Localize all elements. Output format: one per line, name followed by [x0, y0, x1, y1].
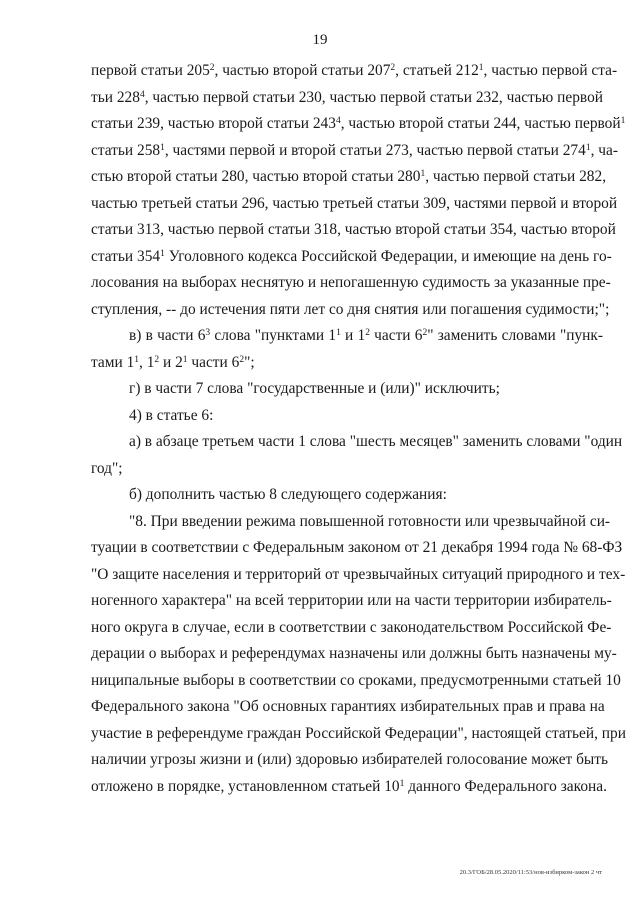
- text-fragment: наличии угрозы жизни и (или) здоровью избирателей голосование может быть: [91, 751, 609, 768]
- text-line: [91, 747, 609, 774]
- superscript-index: 1: [585, 142, 591, 153]
- superscript-index: 1: [336, 328, 341, 338]
- text-line: [91, 244, 612, 271]
- text-fragment: , частью второй статьи 244, частью первой: [340, 115, 621, 132]
- text-line: [91, 350, 603, 377]
- text-line: [91, 376, 603, 403]
- text-fragment: , частью первой ста-: [483, 62, 618, 79]
- text-fragment: Уголовного кодекса Российской Федерации, и имеющие на день го-: [164, 247, 612, 265]
- superscript-index: 2: [365, 328, 370, 338]
- superscript-index: 1: [160, 142, 165, 153]
- superscript-index: 2: [239, 354, 245, 365]
- superscript-index: 4: [139, 89, 145, 100]
- text-line: [91, 217, 616, 244]
- text-line: [91, 668, 621, 695]
- text-fragment: год";: [91, 459, 123, 477]
- text-line: [91, 562, 626, 589]
- text-line: [91, 164, 607, 191]
- document-body: [91, 58, 626, 800]
- text-fragment: , 1: [139, 353, 155, 371]
- text-fragment: и 1: [340, 327, 366, 344]
- text-fragment: частью третьей статьи 296, частью третьей статьи 309, частями первой и второй: [91, 194, 618, 212]
- superscript-index: 2: [422, 328, 428, 338]
- superscript-index: 2: [209, 63, 215, 73]
- text-fragment: " заменить словами "пунк-: [427, 327, 603, 344]
- text-fragment: , статьей 212: [395, 62, 479, 79]
- text-fragment: тами 1: [91, 353, 135, 371]
- text-line: [91, 482, 603, 509]
- text-fragment: в) в части 6: [129, 327, 206, 344]
- text-fragment: "О защите населения и территорий от чрезвычайных ситуаций природного и тех-: [91, 565, 626, 583]
- text-line: [91, 774, 607, 801]
- text-fragment: статьи 258: [91, 141, 161, 159]
- text-fragment: лосования на выборах неснятую и непогашенную судимость за указанные пре-: [91, 274, 611, 291]
- text-fragment: слова "пунктами 1: [210, 327, 337, 344]
- superscript-index: 2: [154, 354, 160, 365]
- page-number: 19: [312, 32, 328, 48]
- superscript-index: 1: [478, 63, 484, 73]
- text-fragment: Федерального закона "Об основных гарантиях избирательных прав и права на: [91, 698, 605, 715]
- text-fragment: , частью первой статьи 230, частью первой статьи 232, частью первой: [144, 88, 604, 106]
- text-fragment: , частью второй статьи 207: [214, 62, 391, 79]
- text-line: [91, 535, 623, 562]
- superscript-index: 1: [420, 169, 426, 179]
- superscript-index: 1: [399, 778, 405, 789]
- text-line: [91, 509, 611, 536]
- text-fragment: б) дополнить частью 8 следующего содержания:: [129, 486, 447, 503]
- text-fragment: первой статьи 205: [91, 62, 210, 79]
- text-line: [91, 297, 610, 324]
- text-line: [91, 58, 618, 85]
- superscript-index: 2: [390, 63, 396, 73]
- text-line: [91, 588, 612, 615]
- text-line: [91, 615, 612, 642]
- text-fragment: дерации о выборах и референдумах назначены или должны быть назначены му-: [91, 645, 617, 662]
- text-fragment: участие в референдуме граждан Российской Федерации", настоящей статьей, при: [91, 724, 626, 742]
- text-fragment: отложено в порядке, установленном статьей 10: [91, 777, 400, 795]
- text-fragment: части 6: [187, 353, 240, 371]
- text-fragment: а) в абзаце третьем части 1 слова "шесть месяцев" заменить словами "один: [129, 433, 623, 450]
- text-fragment: , частью первой статьи 282,: [425, 168, 607, 185]
- superscript-index: 3: [205, 328, 211, 338]
- text-fragment: стью второй статьи 280, частью второй статьи 280: [91, 168, 421, 185]
- document-footer: 20.3/ГОБ/28.05.2020/11:53/нов-избирком-закон 2 чт: [459, 869, 602, 876]
- text-fragment: ного округа в случае, если в соответствии с законодательством Российской Фе-: [91, 618, 612, 636]
- text-fragment: ";: [244, 353, 255, 371]
- superscript-index: 1: [160, 248, 165, 259]
- text-line: [91, 641, 617, 668]
- text-fragment: статьи 313, частью первой статьи 318, частью второй статьи 354, частью второй: [91, 221, 616, 238]
- text-line: [91, 111, 626, 138]
- superscript-index: 1: [134, 354, 140, 365]
- text-fragment: ниципальные выборы в соответствии со сроками, предусмотренными статьей 10: [91, 671, 621, 689]
- text-line: [91, 270, 611, 297]
- text-fragment: , частями первой и второй статьи 273, частью первой статьи 274: [164, 141, 586, 159]
- text-fragment: части 6: [369, 327, 423, 344]
- text-fragment: тьи 228: [91, 88, 140, 106]
- text-line: [91, 323, 603, 350]
- superscript-index: 1: [182, 354, 188, 365]
- text-line: [91, 191, 618, 218]
- text-fragment: г) в части 7 слова "государственные и (или)" исключить;: [129, 380, 500, 397]
- text-line: [91, 138, 618, 165]
- text-line: [91, 456, 603, 483]
- text-line: [91, 85, 603, 112]
- superscript-index: 1: [620, 116, 626, 126]
- text-line: [91, 694, 603, 721]
- text-fragment: и 2: [159, 353, 183, 371]
- superscript-index: 4: [335, 116, 341, 126]
- text-fragment: "8. При введении режима повышенной готовности или чрезвычайной си-: [129, 512, 611, 530]
- text-fragment: ногенного характера" на всей территории или на части территории избиратель-: [91, 592, 612, 609]
- text-fragment: туации в соответствии с Федеральным законом от 21 декабря 1994 года № 68-ФЗ: [91, 539, 623, 556]
- text-fragment: 4) в статье 6:: [129, 406, 214, 424]
- text-line: [91, 721, 626, 748]
- text-line: [91, 429, 623, 456]
- text-line: [91, 403, 603, 430]
- text-fragment: данного Федерального закона.: [404, 777, 607, 795]
- text-fragment: ступления, -- до истечения пяти лет со дня снятия или погашения судимости;";: [91, 300, 610, 318]
- text-fragment: статьи 354: [91, 247, 161, 265]
- text-fragment: , ча-: [590, 141, 618, 159]
- text-fragment: статьи 239, частью второй статьи 243: [91, 115, 336, 132]
